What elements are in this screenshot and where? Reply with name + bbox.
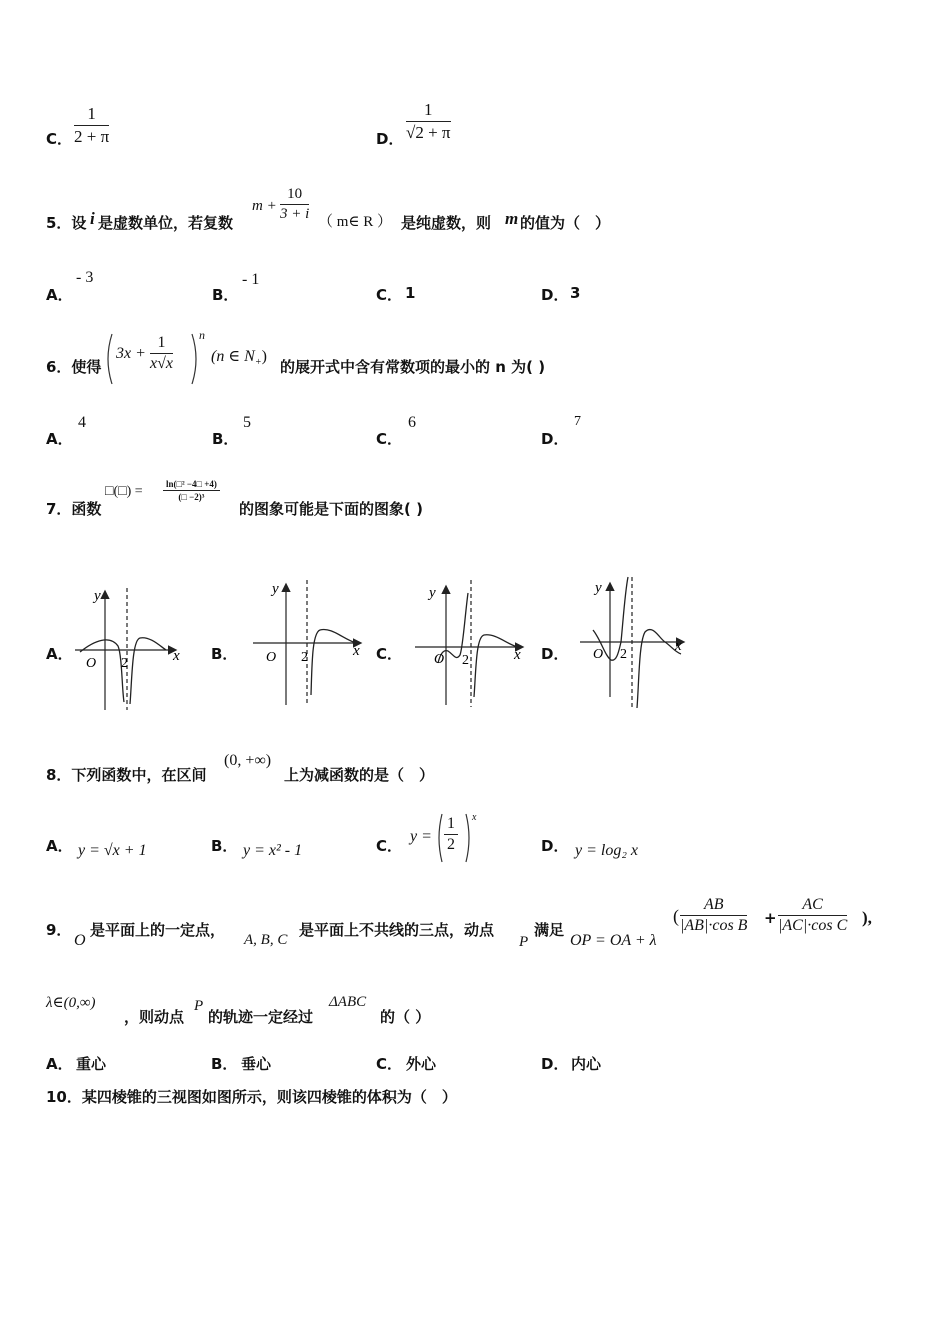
q8-c-frac-den: 2 — [447, 836, 455, 853]
q5-option-b-value: - 1 — [242, 271, 260, 288]
q5-condition: （ m∈ R ） — [318, 214, 393, 230]
q6-option-c-value: 6 — [408, 414, 416, 431]
svg-text:y: y — [595, 580, 602, 596]
q9-f1-num: AB — [680, 896, 747, 916]
q9-option-b-value: 垂心 — [241, 1055, 272, 1073]
q4-option-d-label: D． — [376, 130, 404, 148]
q7-frac-num: ln(□² −4□ +4) — [163, 479, 220, 491]
q6-option-a-label: A． — [46, 430, 73, 448]
q5-fraction — [280, 186, 309, 223]
q8-option-c-power: x — [472, 812, 477, 823]
q9-number: 9． — [46, 921, 72, 939]
q8-c-frac-num: 1 — [444, 815, 458, 835]
q9-point-o: O — [74, 932, 86, 949]
q5-prefix: 5．设 — [46, 214, 87, 232]
q8-option-c-fraction — [444, 815, 458, 854]
q9-equation: OP = OA + λ — [570, 932, 657, 949]
q9-lambda-range: λ∈(0,∞) — [46, 995, 96, 1011]
q6-frac-den: x√x — [150, 355, 173, 372]
svg-text:O: O — [593, 647, 604, 662]
q8-option-d-label: D． — [541, 837, 569, 855]
q7-func: □(□) = — [105, 484, 143, 499]
q7-fraction — [163, 479, 220, 502]
q8-interval: (0, +∞) — [224, 752, 272, 769]
q7-prefix: 7．函数 — [46, 500, 102, 518]
q6-option-c-label: C． — [376, 430, 403, 448]
svg-text:O: O — [86, 656, 97, 671]
q4-option-c-fraction — [74, 104, 109, 147]
q7-graph-b — [248, 575, 368, 715]
q5-end: 的值为（ ） — [520, 214, 611, 232]
q9-option-a-value: 重心 — [76, 1055, 107, 1073]
q9-option-c-label: C． — [376, 1055, 403, 1073]
q4-c-denominator: 2 + π — [74, 127, 110, 146]
q7-option-b-label: B． — [211, 645, 238, 663]
q4-d-denominator: √2 + π — [406, 123, 451, 142]
q8-option-d-value: y = log₂ x — [575, 842, 639, 859]
q9-triangle: ΔABC — [329, 994, 367, 1010]
q5-suffix: 是纯虚数，则 — [401, 214, 492, 232]
q8-option-a-value: y = √x + 1 — [78, 842, 147, 859]
q7-suffix: 的图象可能是下面的图象( ) — [239, 500, 423, 518]
q6-frac-num: 1 — [150, 334, 173, 354]
q6-power: n — [199, 328, 205, 342]
q9-fraction-ab — [680, 896, 747, 935]
q6-suffix: 的展开式中含有常数项的最小的 n 为( ) — [280, 358, 546, 376]
q6-option-d-value: 7 — [574, 414, 581, 429]
svg-text:2: 2 — [462, 653, 469, 668]
q4-c-numerator: 1 — [74, 104, 109, 126]
q8-option-b-value: y = x² - 1 — [243, 842, 303, 859]
q9-option-a-label: A． — [46, 1055, 73, 1073]
q8-option-b-label: B． — [211, 837, 238, 855]
q9-text-1: 是平面上的一定点， — [90, 921, 226, 939]
q9-open-paren: ( — [673, 906, 679, 926]
q5-option-c-value: 1 — [405, 284, 416, 302]
q6-option-b-value: 5 — [243, 414, 251, 431]
q10-text: 10．某四棱锥的三视图如图所示，则该四棱锥的体积为（ ） — [46, 1088, 457, 1106]
q5-frac-num: 10 — [280, 186, 309, 205]
q5-option-d-value: 3 — [570, 284, 581, 302]
svg-text:y: y — [272, 581, 279, 597]
q9-fraction-ac — [778, 896, 847, 935]
q9-point-p2: P — [194, 998, 204, 1014]
q5-option-a-value: - 3 — [76, 269, 94, 286]
q5-option-c-label: C． — [376, 286, 403, 304]
sqrt-icon: √ — [406, 123, 416, 142]
q5-frac-den: 3 + i — [280, 206, 310, 222]
q9-text-5: 的轨迹一定经过 — [208, 1008, 314, 1026]
svg-text:x: x — [173, 648, 180, 664]
q6-prefix: 6．使得 — [46, 358, 102, 376]
q9-text-2: 是平面上不共线的三点，动点 — [299, 921, 495, 939]
q9-points-abc: A, B, C — [244, 932, 288, 948]
q9-plus: + — [764, 909, 777, 927]
svg-text:y: y — [94, 588, 101, 604]
q5-option-b-label: B． — [212, 286, 239, 304]
q9-option-d-value: 内心 — [571, 1055, 602, 1073]
svg-text:x: x — [353, 643, 360, 659]
q5-m: m — [505, 209, 519, 228]
q5-option-d-label: D． — [541, 286, 569, 304]
q9-text-3: 满足 — [534, 921, 565, 939]
q9-f2-num: AC — [778, 896, 847, 916]
q6-option-d-label: D． — [541, 430, 569, 448]
q9-f2-den: |AC|·cos C — [778, 917, 848, 934]
q7-frac-den: (□ −2)³ — [178, 492, 205, 502]
q6-expr-a: 3x + — [116, 345, 146, 362]
q4-d-numerator: 1 — [406, 100, 451, 122]
q8-suffix: 上为减函数的是（ ） — [284, 766, 435, 784]
q8-prefix: 8．下列函数中，在区间 — [46, 766, 207, 784]
q6-option-b-label: B． — [212, 430, 239, 448]
svg-text:O: O — [266, 650, 277, 665]
q7-option-d-label: D． — [541, 645, 569, 663]
q5-option-a-label: A． — [46, 286, 73, 304]
q8-option-c-pre: y = — [410, 828, 432, 845]
svg-text:x: x — [675, 638, 682, 654]
svg-text:2: 2 — [620, 647, 627, 662]
q8-option-a-label: A． — [46, 837, 73, 855]
q9-option-d-label: D． — [541, 1055, 569, 1073]
q5-i: i — [90, 209, 95, 228]
q9-point-p: P — [519, 934, 529, 950]
svg-text:O: O — [434, 652, 445, 667]
q4-option-d-fraction — [406, 100, 451, 143]
q9-text-6: 的（ ） — [380, 1008, 431, 1026]
q7-graph-c — [410, 575, 535, 715]
q9-option-b-label: B． — [211, 1055, 238, 1073]
q9-f1-den: |AB|·cos B — [680, 917, 748, 934]
q6-condition: (n ∈ $N_+$) — [211, 348, 267, 369]
q5-mid: 是虚数单位，若复数 — [98, 214, 234, 232]
q4-option-c-label: C． — [46, 130, 73, 148]
svg-text:2: 2 — [301, 650, 308, 665]
q6-fraction — [150, 334, 173, 373]
q8-option-c-label: C． — [376, 837, 403, 855]
svg-text:x: x — [514, 647, 521, 663]
q7-graph-d — [575, 572, 695, 714]
svg-text:y: y — [429, 585, 436, 601]
q9-text-4: ，则动点 — [124, 1008, 185, 1026]
svg-text:2: 2 — [121, 656, 128, 671]
q6-option-a-value: 4 — [78, 414, 86, 431]
q7-option-c-label: C． — [376, 645, 403, 663]
q9-option-c-value: 外心 — [406, 1055, 437, 1073]
q7-option-a-label: A． — [46, 645, 73, 663]
q7-graph-a — [70, 580, 190, 715]
q5-expr-m: m + — [252, 198, 277, 214]
q9-close-paren: ), — [862, 908, 872, 927]
